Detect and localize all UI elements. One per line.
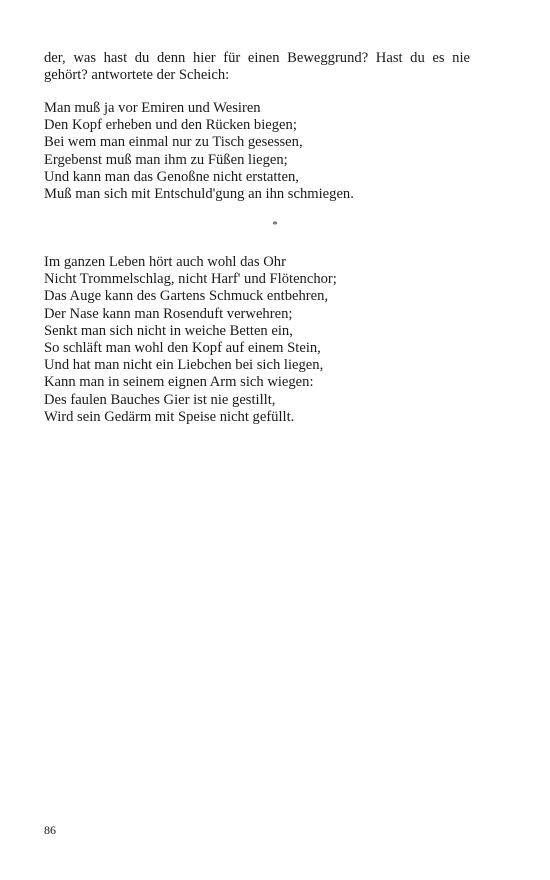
verse-line: Das Auge kann des Gartens Schmuck entbehren, xyxy=(44,288,329,305)
verse-line: Und hat man nicht ein Liebchen bei sich liegen, xyxy=(44,357,324,374)
verse-line: Muß man sich mit Entschuld'gung an ihn schmiegen. xyxy=(44,186,354,203)
prose-line: gehört? antwortete der Scheich: xyxy=(44,67,230,84)
verse-line: Den Kopf erheben und den Rücken biegen; xyxy=(44,117,297,134)
verse-line: Bei wem man einmal nur zu Tisch gesessen, xyxy=(44,134,303,151)
verse-line: Ergebenst muß man ihm zu Füßen liegen; xyxy=(44,151,288,168)
section-separator: * xyxy=(272,219,278,231)
verse-line: Und kann man das Genoßne nicht erstatten, xyxy=(44,168,299,185)
verse-line: Nicht Trommelschlag, nicht Harf' und Flötenchor; xyxy=(44,271,337,288)
poem-stanza-1 xyxy=(44,100,470,203)
poem-stanza-2 xyxy=(44,254,470,426)
prose-paragraph xyxy=(44,50,470,84)
verse-line: Wird sein Gedärm mit Speise nicht gefüllt. xyxy=(44,408,295,425)
prose-line: der, was hast du denn hier für einen Beweggrund? Hast du es nie xyxy=(44,50,470,66)
verse-line: Der Nase kann man Rosenduft verwehren; xyxy=(44,305,293,322)
verse-line: So schläft man wohl den Kopf auf einem Stein, xyxy=(44,340,321,357)
verse-line: Kann man in seinem eignen Arm sich wiegen: xyxy=(44,374,314,391)
verse-line: Des faulen Bauches Gier ist nie gestillt, xyxy=(44,391,276,408)
verse-line: Senkt man sich nicht in weiche Betten ein, xyxy=(44,322,293,339)
verse-line: Im ganzen Leben hört auch wohl das Ohr xyxy=(44,254,286,270)
verse-line: Man muß ja vor Emiren und Wesiren xyxy=(44,100,261,116)
page-number: 86 xyxy=(44,823,56,837)
